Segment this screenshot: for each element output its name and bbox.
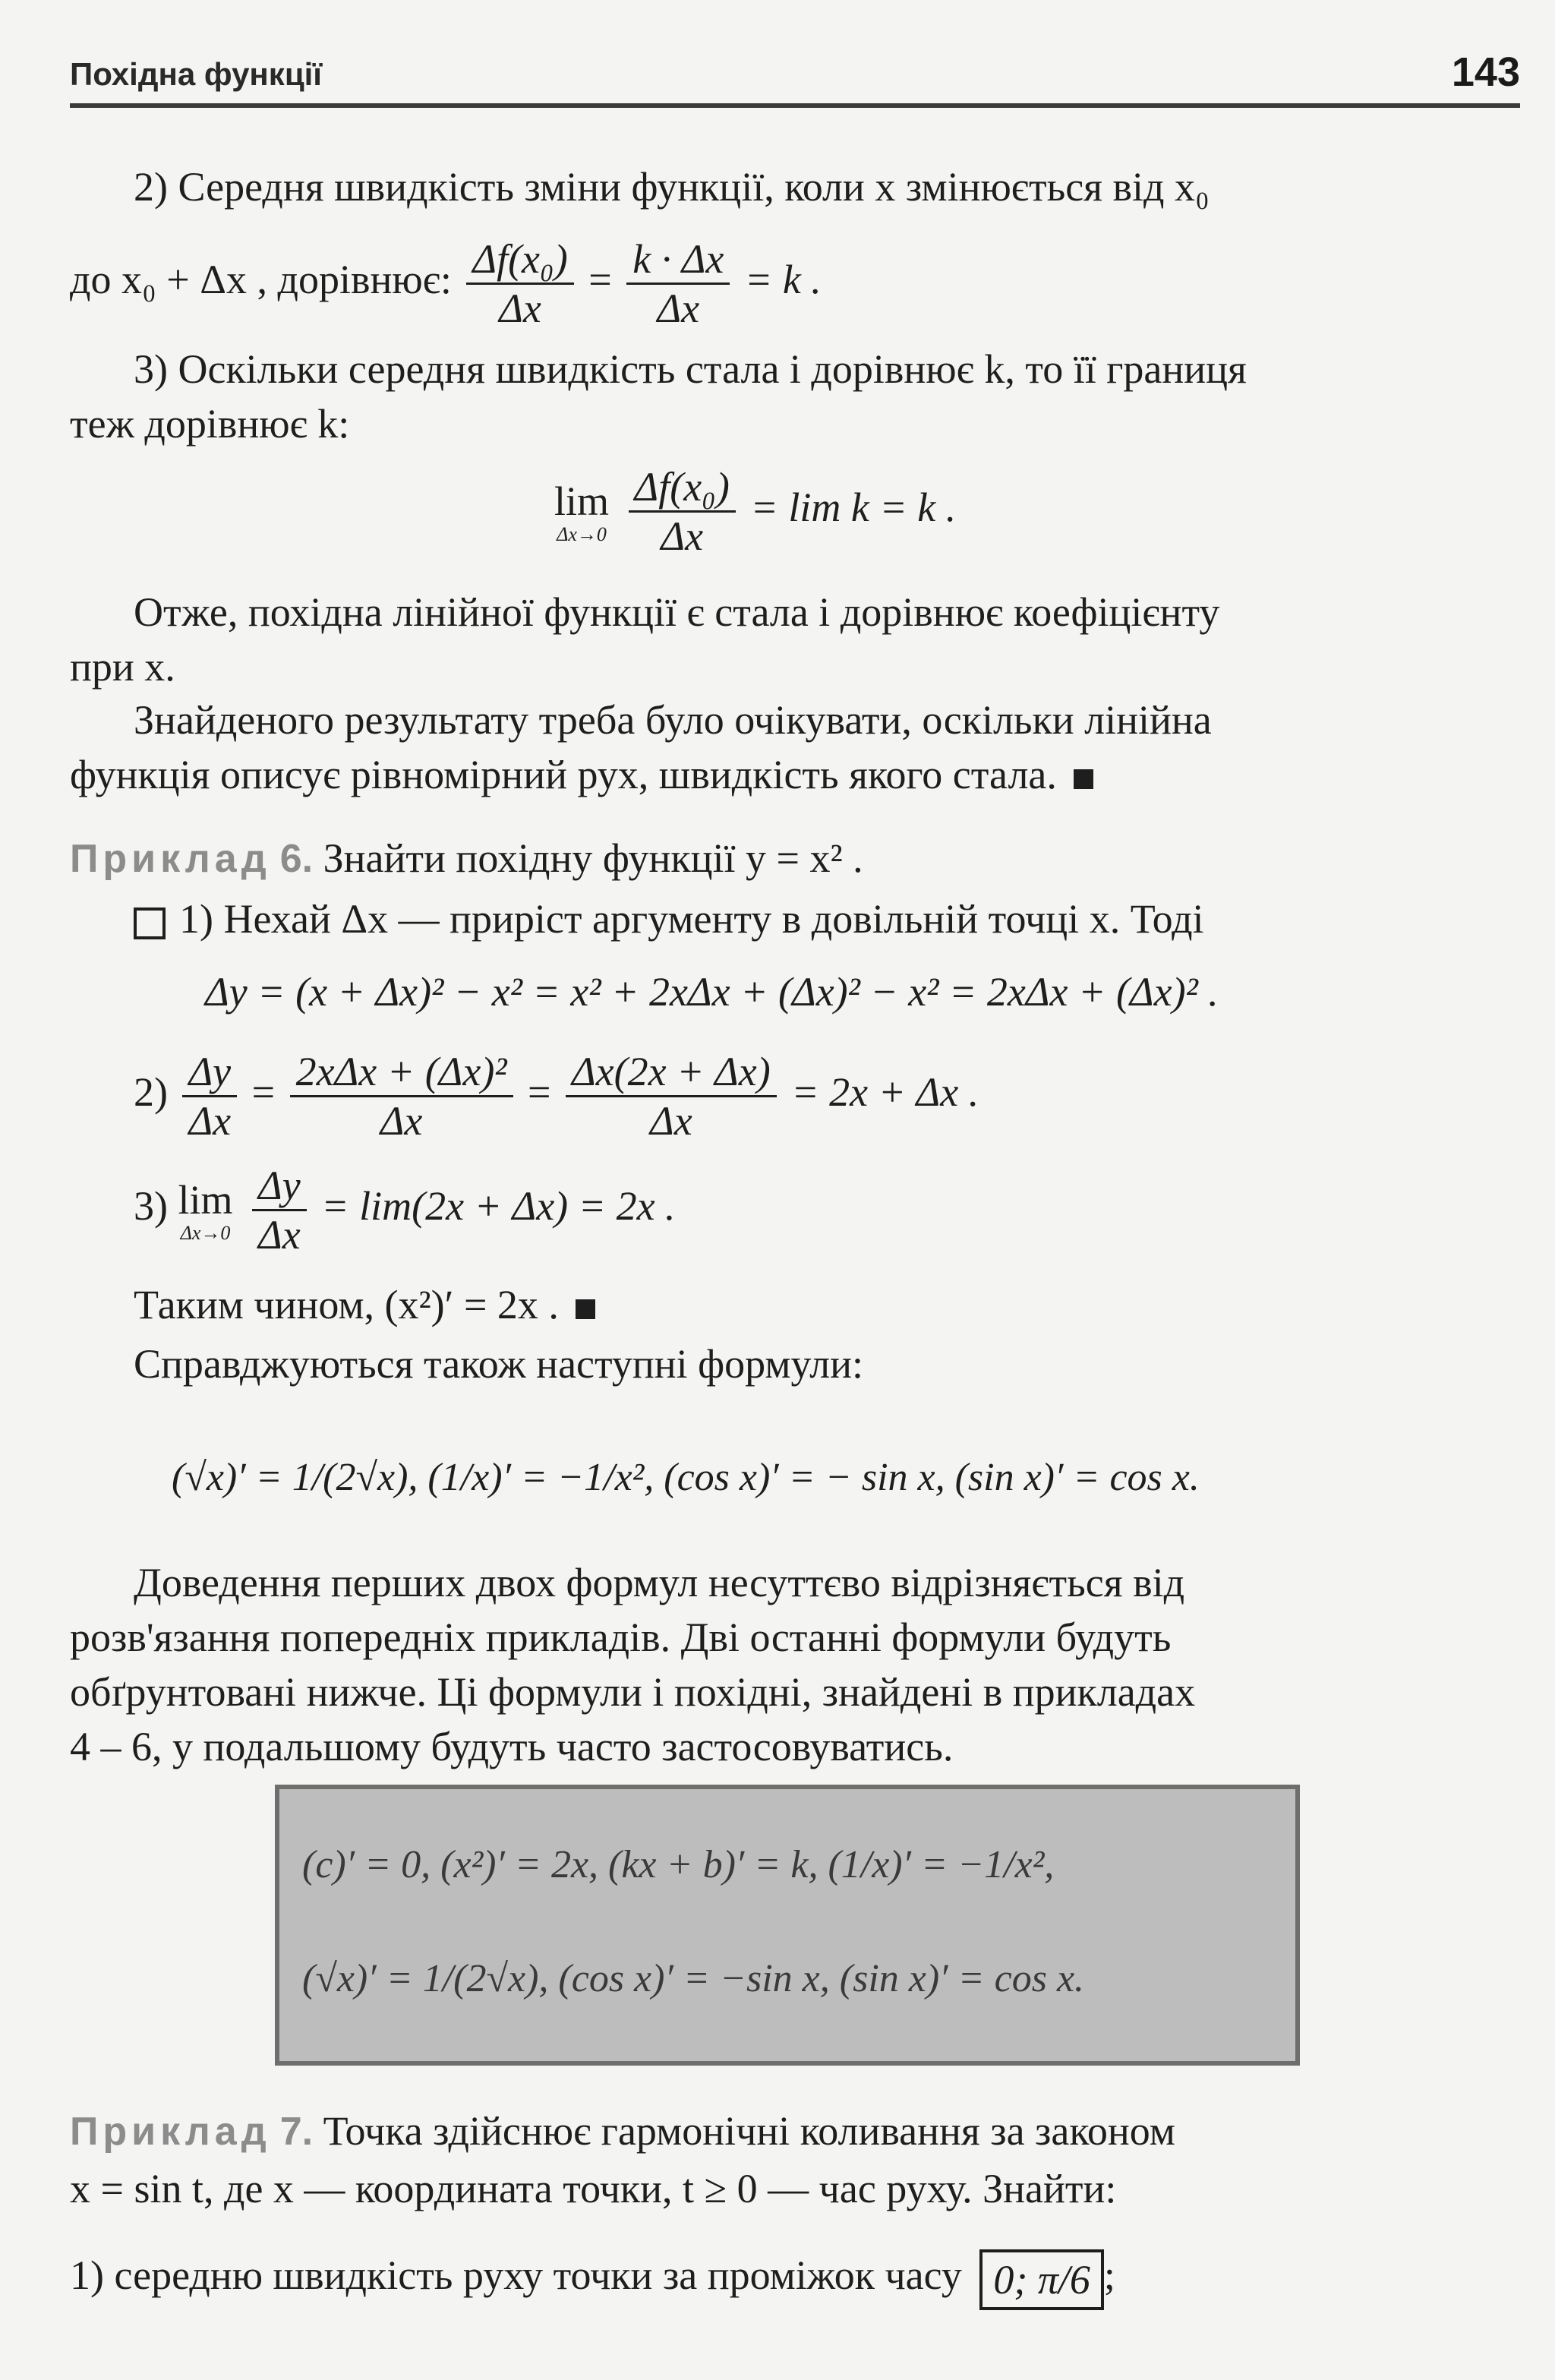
ex6-step3-frac-num: Δy [252,1162,307,1211]
p3-result: = lim k = k . [750,484,957,530]
box-formulas-line1: (c)′ = 0, (x²)′ = 2x, (kx + b)′ = k, (1/x)′ = −1/x², [302,1843,1055,1886]
p3-lim-sub: Δx→0 [557,522,607,545]
example6-step1-text: 1) Нехай Δx — приріст аргументу в довільній точці x. Тоді [179,896,1204,942]
conclusion-line1: Отже, похідна лінійної функції є стала і дорівнює коефіцієнту [134,589,1220,635]
example6-step3 [134,1162,676,1258]
ex6-step2-result: = 2x + Δx . [791,1068,979,1115]
p2-frac1-num: Δf(x₀) [466,235,573,285]
page-header [70,43,1520,108]
example6-task: Знайти похідну функції y = x² . [323,835,863,881]
example7-heading [70,2104,1175,2159]
p2-frac2 [626,235,730,332]
example6-step2: 2) $\frac{\Delta y}{\Delta x}$ = $\frac{\text{2xΔx + (Δx)²}}{\Delta x}$ = $\frac{\Delta x(2x + \Delta x)}{\Delta x}$ = 2x + Δx . [134,1049,979,1144]
p2-line1: 2) Середня швидкість зміни функції, коли x змінюється від x₀ [134,164,1210,210]
thus-line [134,1277,595,1332]
ex6-step3-frac [252,1162,307,1258]
ex6-step2-frac1 [182,1048,237,1144]
example7-number: 7. [279,2110,314,2154]
p3-lim-word: lim [554,478,610,524]
ex6-step2-frac2-num: 2xΔx + (Δx)² [290,1048,513,1097]
p3-lim [554,478,609,545]
example6-step2-label: 2) [134,1068,168,1115]
derivative-formulas-line: (√x)′ = 1/(2√x), (1/x)′ = −1/x², (cos x)′ = − sin x, (sin x)′ = cos x. [172,1456,1200,1499]
p3-frac-num: Δf(x₀) [629,463,736,513]
ex6-step3-lim-word: lim [178,1176,233,1223]
ex6-step2-frac2-den: Δx [380,1098,423,1144]
proof-line1: Доведення перших двох формул несуттєво відрізняється від [134,1560,1185,1605]
thus-text: Таким чином, (x²)′ = 2x . [134,1282,559,1327]
example7-label: Приклад [70,2110,271,2154]
example7-line3-end: ; [1103,2252,1115,2298]
example6-step3-label: 3) [134,1182,168,1229]
example7-line1: Точка здійснює гармонічні коливання за законом [323,2108,1175,2154]
expected-line1: Знайденого результату треба було очікувати, оскільки лінійна [134,697,1212,743]
box-formulas-line2: (√x)′ = 1/(2√x), (cos x)′ = −sin x, (sin x)′ = cos x. [302,1957,1085,2000]
ex6-step3-lim-sub: Δx→0 [180,1221,231,1244]
expected-line2 [70,747,1093,802]
formula-summary-box [275,1785,1300,2066]
ex6-step2-frac3-num: Δx(2x + Δx) [566,1048,777,1097]
example6-step1 [134,892,1204,946]
p2-frac2-den: Δx [657,286,700,331]
example6-step1-formula: Δy = (x + Δx)² − x² = x² + 2xΔx + (Δx)² − x² = 2xΔx + (Δx)² . [205,969,1219,1015]
ex6-step3-frac-den: Δx [258,1212,301,1258]
p3-line1: 3) Оскільки середня швидкість стала і дорівнює k, то її границя [134,346,1247,392]
page-number: 143 [1451,49,1520,95]
p2-result: = k . [744,256,822,302]
ex6-step2-frac3 [566,1048,777,1144]
ex6-step3-lim [178,1177,232,1244]
ex6-step2-frac1-num: Δy [182,1048,237,1097]
also-line: Справджуються також наступні формули: [134,1341,864,1387]
ex6-step3-rest: = lim(2x + Δx) = 2x . [321,1182,676,1229]
time-interval: 0; π/6 [979,2249,1104,2310]
p2-line2-prefix: до x₀ + Δx , дорівнює: [70,256,452,302]
p2-frac1 [466,235,573,332]
solution-start-icon [134,907,166,939]
example6-heading [70,831,863,886]
expected-line2-text: функція описує рівномірний рух, швидкість якого стала. [70,752,1057,797]
running-title: Похідна функції [70,56,323,92]
p2-frac1-den: Δx [499,286,541,331]
proof-line3: обґрунтовані нижче. Ці формули і похідні, знайдені в прикладах [70,1669,1196,1715]
example6-label: Приклад [70,837,271,881]
example7-line3-text: 1) середню швидкість руху точки за проміжок часу [70,2252,962,2298]
conclusion-line2: при x. [70,644,175,690]
ex6-step2-frac2 [290,1048,513,1144]
end-of-solution-icon [576,1299,595,1319]
ex6-step2-frac1-den: Δx [188,1098,232,1144]
p3-frac [629,463,736,560]
end-of-proof-icon [1074,769,1093,789]
proof-line4: 4 – 6, у подальшому будуть часто застосовуватись. [70,1724,954,1769]
p3-frac-den: Δx [661,513,704,559]
proof-line2: розв'язання попередніх прикладів. Дві останні формули будуть [70,1615,1172,1660]
p2-frac2-num: k · Δx [626,235,730,285]
ex6-step2-frac3-den: Δx [650,1098,692,1144]
p2-line2: до x₀ + Δx , дорівнює: $\frac{\text{Δf(x₀)}}{\Delta x}$ = $\frac{k \cdot \Delta x}{\Delta x}$ = k . [70,236,822,331]
p3-limit-formula [554,463,956,560]
example7-line2: x = sin t, де x — координата точки, t ≥ 0 — час руху. Знайти: [70,2166,1117,2211]
p3-line2: теж дорівнює k: [70,401,350,447]
example6-number: 6. [279,837,314,881]
example7-line3 [70,2248,1115,2310]
